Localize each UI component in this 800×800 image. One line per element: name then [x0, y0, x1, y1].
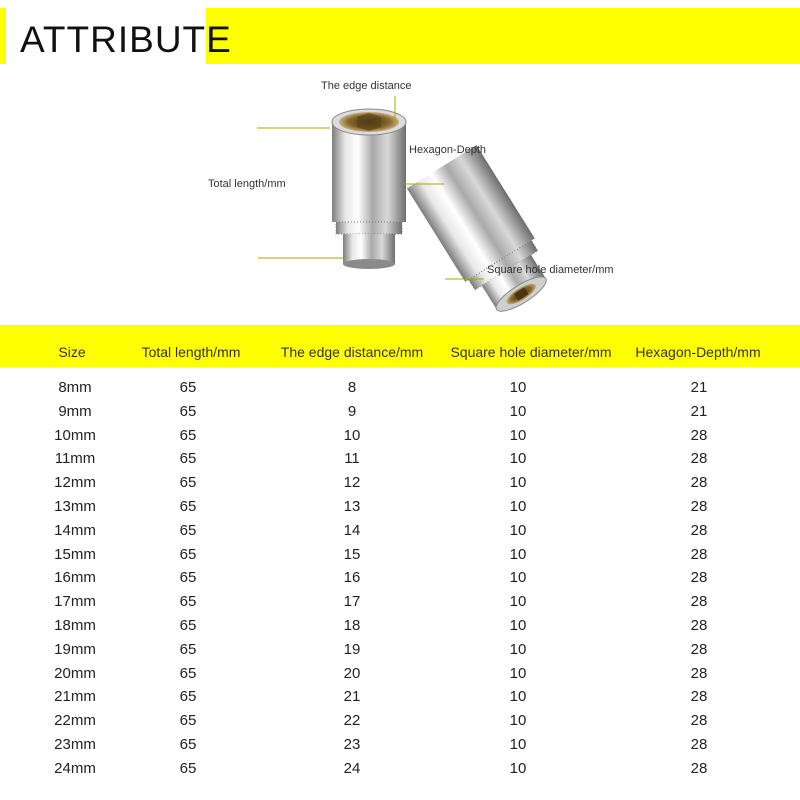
cell-hexagon-depth: 28: [690, 616, 708, 634]
socket-image: [0, 64, 800, 324]
cell-square-hole: 10: [509, 735, 527, 753]
column-header-square-hole: Square hole diameter/mm: [450, 344, 612, 360]
cell-edge-distance: 8: [347, 379, 357, 396]
cell-hexagon-depth: 28: [690, 664, 708, 682]
cell-square-hole: 10: [509, 616, 527, 634]
cell-hexagon-depth: 28: [690, 735, 708, 753]
header-banner: [0, 8, 800, 64]
cell-total-length: 65: [179, 664, 197, 682]
cell-hexagon-depth: 28: [690, 474, 708, 492]
cell-total-length: 65: [179, 545, 197, 563]
table-row: [0, 495, 800, 519]
cell-size: 11mm: [54, 450, 96, 468]
cell-size: 13mm: [54, 497, 96, 515]
cell-square-hole: 10: [509, 402, 527, 420]
column-header-edge-distance: The edge distance/mm: [280, 344, 424, 360]
cell-size: 19mm: [54, 640, 96, 658]
cell-hexagon-depth: 21: [690, 379, 708, 396]
cell-total-length: 65: [179, 521, 197, 539]
cell-square-hole: 10: [509, 521, 527, 539]
table-row: [0, 424, 800, 448]
cell-total-length: 65: [179, 426, 197, 444]
column-header-size: Size: [58, 344, 86, 360]
header-title-tab: [6, 8, 232, 64]
table-row: [0, 757, 800, 781]
table-row: [0, 519, 800, 543]
cell-edge-distance: 18: [343, 616, 361, 634]
cell-edge-distance: 20: [343, 664, 361, 682]
column-header-total-length: Total length/mm: [141, 344, 241, 360]
cell-total-length: 65: [179, 616, 197, 634]
cell-edge-distance: 22: [343, 712, 361, 730]
cell-square-hole: 10: [509, 474, 527, 492]
cell-total-length: 65: [179, 712, 197, 730]
cell-hexagon-depth: 28: [690, 450, 708, 468]
cell-edge-distance: 24: [343, 759, 361, 777]
cell-square-hole: 10: [509, 426, 527, 444]
table-row: [0, 590, 800, 614]
cell-edge-distance: 17: [343, 593, 361, 611]
cell-total-length: 65: [179, 640, 197, 658]
table-row: [0, 447, 800, 471]
table-row: [0, 471, 800, 495]
table-row: [0, 566, 800, 590]
table-row: [0, 638, 800, 662]
cell-square-hole: 10: [509, 712, 527, 730]
cell-hexagon-depth: 21: [690, 402, 708, 420]
cell-edge-distance: 21: [343, 688, 361, 706]
cell-square-hole: 10: [509, 593, 527, 611]
cell-hexagon-depth: 28: [690, 712, 708, 730]
cell-hexagon-depth: 28: [690, 569, 708, 587]
table-row: [0, 376, 800, 400]
cell-square-hole: 10: [509, 759, 527, 777]
label-hexagon-depth: Hexagon-Depth: [409, 144, 487, 156]
cell-size: 16mm: [54, 569, 96, 587]
table-row: [0, 709, 800, 733]
cell-size: 9mm: [58, 402, 92, 420]
cell-edge-distance: 10: [343, 426, 361, 444]
cell-hexagon-depth: 28: [690, 759, 708, 777]
cell-size: 15mm: [54, 545, 96, 563]
cell-size: 20mm: [54, 664, 96, 682]
cell-total-length: 65: [179, 450, 197, 468]
cell-hexagon-depth: 28: [690, 545, 708, 563]
cell-hexagon-depth: 28: [690, 497, 708, 515]
cell-square-hole: 10: [509, 688, 527, 706]
cell-total-length: 65: [179, 735, 197, 753]
cell-edge-distance: 12: [343, 474, 361, 492]
cell-total-length: 65: [179, 402, 197, 420]
cell-square-hole: 10: [509, 664, 527, 682]
cell-total-length: 65: [179, 759, 197, 777]
cell-edge-distance: 23: [343, 735, 361, 753]
cell-square-hole: 10: [509, 545, 527, 563]
page-title: ATTRIBUTE: [20, 19, 232, 60]
column-header-hexagon-depth: Hexagon-Depth/mm: [635, 344, 761, 360]
cell-total-length: 65: [179, 497, 197, 515]
cell-edge-distance: 9: [347, 402, 357, 420]
cell-size: 22mm: [54, 712, 96, 730]
cell-size: 8mm: [58, 379, 92, 396]
table-header: [0, 325, 800, 367]
cell-size: 12mm: [54, 474, 96, 492]
cell-total-length: 65: [179, 569, 197, 587]
label-total-length: Total length/mm: [208, 178, 286, 190]
cell-square-hole: 10: [509, 640, 527, 658]
table-row: [0, 733, 800, 757]
label-edge-distance: The edge distance: [321, 80, 412, 92]
cell-hexagon-depth: 28: [690, 593, 708, 611]
table-row: [0, 685, 800, 709]
table-row: [0, 400, 800, 424]
product-illustration: [0, 64, 800, 324]
cell-hexagon-depth: 28: [690, 521, 708, 539]
cell-square-hole: 10: [509, 379, 527, 396]
cell-size: 24mm: [54, 759, 96, 777]
cell-edge-distance: 16: [343, 569, 361, 587]
cell-total-length: 65: [179, 593, 197, 611]
table-row: [0, 543, 800, 567]
socket-vertical: [332, 109, 406, 269]
cell-total-length: 65: [179, 474, 197, 492]
cell-edge-distance: 11: [344, 450, 360, 468]
cell-edge-distance: 13: [343, 497, 361, 515]
cell-edge-distance: 14: [343, 521, 361, 539]
cell-size: 21mm: [54, 688, 96, 706]
table-row: [0, 614, 800, 638]
cell-total-length: 65: [179, 688, 197, 706]
cell-size: 10mm: [54, 426, 96, 444]
cell-edge-distance: 19: [343, 640, 361, 658]
cell-size: 14mm: [54, 521, 96, 539]
cell-size: 17mm: [54, 593, 96, 611]
socket-tilted: [407, 145, 561, 323]
cell-hexagon-depth: 28: [690, 426, 708, 444]
cell-square-hole: 10: [509, 450, 527, 468]
cell-edge-distance: 15: [343, 545, 361, 563]
cell-square-hole: 10: [509, 497, 527, 515]
cell-size: 18mm: [54, 616, 96, 634]
cell-total-length: 65: [179, 379, 197, 396]
cell-hexagon-depth: 28: [690, 640, 708, 658]
cell-hexagon-depth: 28: [690, 688, 708, 706]
table-body: [0, 376, 800, 781]
table-row: [0, 662, 800, 686]
cell-size: 23mm: [54, 735, 96, 753]
cell-square-hole: 10: [509, 569, 527, 587]
label-square-hole: Square hole diameter/mm: [487, 264, 614, 276]
